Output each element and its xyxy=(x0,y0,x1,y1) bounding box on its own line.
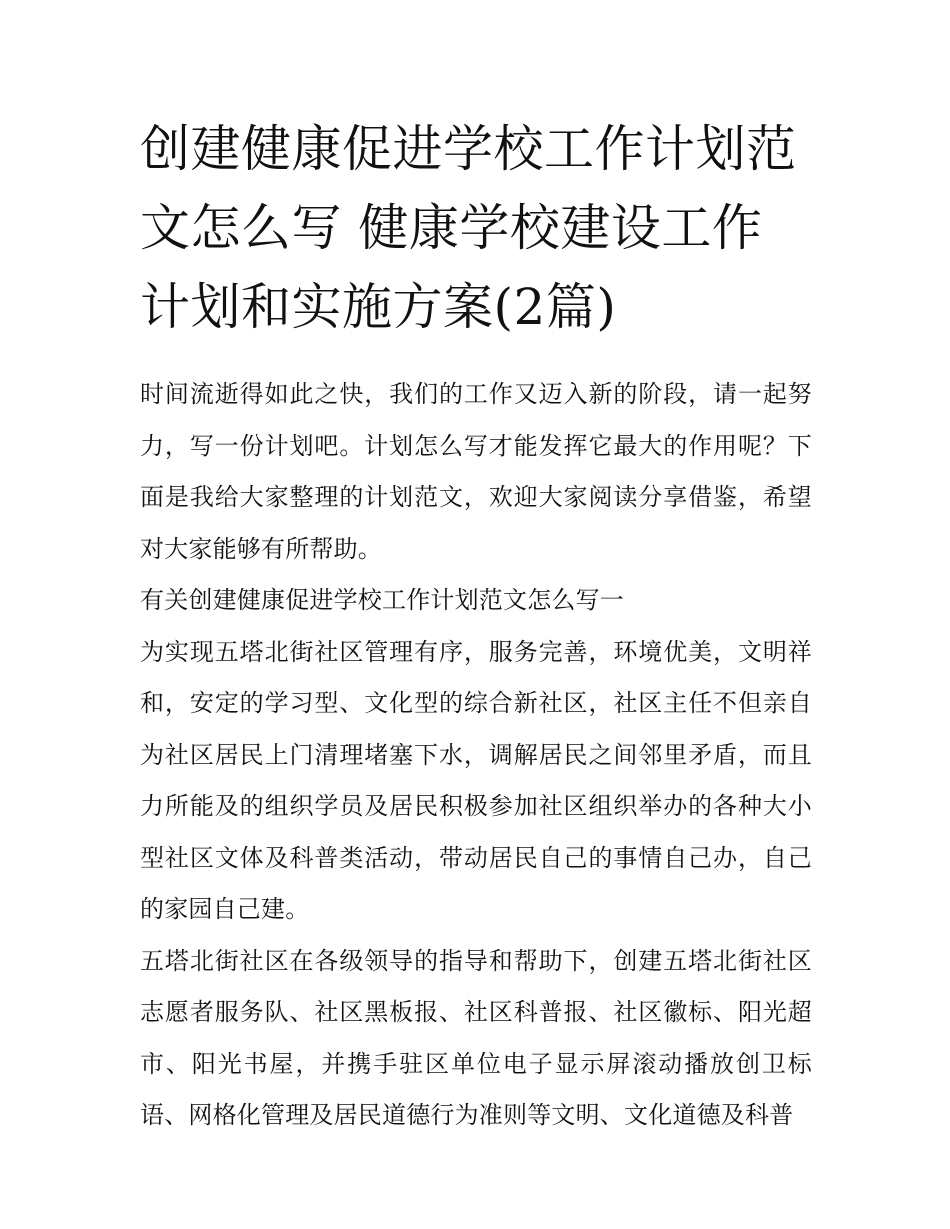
document-page xyxy=(140,110,812,1142)
document-body xyxy=(140,369,812,1142)
intro-paragraph: 时间流逝得如此之快，我们的工作又迈入新的阶段，请一起努力，写一份计划吧。计划怎么写才能发挥它最大的作用呢？下面是我给大家整理的计划范文，欢迎大家阅读分享借鉴，希望对大家能够有所帮助。 xyxy=(140,380,812,563)
section-heading: 有关创建健康促进学校工作计划范文怎么写一 xyxy=(140,586,624,614)
body-paragraph: 为实现五塔北街社区管理有序，服务完善，环境优美，文明祥和，安定的学习型、文化型的综合新社区，社区主任不但亲自为社区居民上门清理堵塞下水，调解居民之间邻里矛盾，而且力所能及的组织学员及居民积极参加社区组织举办的各种大小型社区文体及科普类活动，带动居民自己的事情自己办，自己的家园自己建。 xyxy=(140,637,812,923)
body-paragraph: 五塔北街社区在各级领导的指导和帮助下，创建五塔北街社区志愿者服务队、社区黑板报、社区科普报、社区徽标、阳光超市、阳光书屋，并携手驻区单位电子显示屏滚动播放创卫标语、网格化管理及居民道德行为准则等文明、文化道德及科普 xyxy=(140,946,812,1129)
document-title: 创建健康促进学校工作计划范文怎么写 健康学校建设工作计划和实施方案(2篇) xyxy=(140,120,797,336)
